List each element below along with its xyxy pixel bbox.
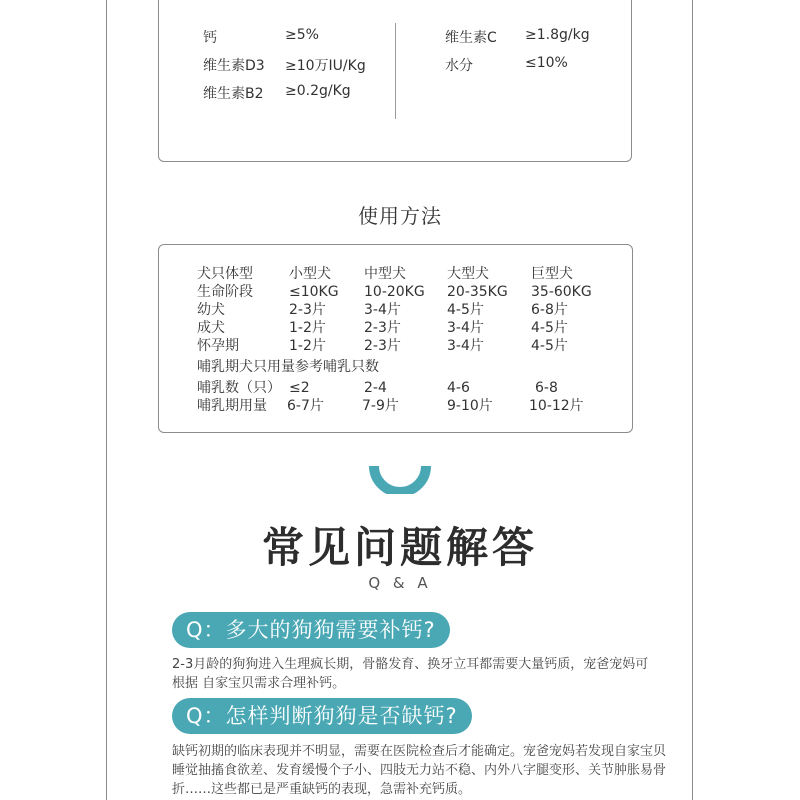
nutrient-name: 水分 [445,58,473,74]
nutrient-name: 维生素C [445,30,497,46]
decorative-arc-icon [368,438,432,494]
nutrient-value: ≥0.2g/Kg [285,83,351,99]
table-cell: 生命阶段 [197,284,253,300]
table-cell: 1-2片 [289,320,326,336]
table-cell: 20-35KG [447,284,508,300]
table-cell: 4-5片 [531,338,568,354]
answer-line: 睡觉抽搐食欲差、发育缓慢个子小、四肢无力站不稳、内外八字腿变形、关节肿胀易骨 [172,763,667,778]
faq-subtitle: Q & A [368,574,432,592]
question-pill: Q：多大的狗狗需要补钙? [172,612,450,648]
nutrient-value: ≤10% [525,55,568,71]
table-cell: 2-3片 [364,338,401,354]
question-pill: Q：怎样判断狗狗是否缺钙? [172,698,472,734]
answer-line: 根据 自家宝贝需求合理补钙。 [172,676,346,691]
usage-table [158,244,633,433]
nutrient-value: ≥5% [285,27,319,43]
table-cell: 10-12片 [529,398,584,414]
table-cell: ≤10KG [289,284,339,300]
table-cell: 2-4 [364,380,387,396]
table-cell: 6-7片 [287,398,324,414]
usage-title: 使用方法 [358,204,442,228]
answer-text [172,742,666,799]
table-header: 小型犬 [289,266,331,282]
nutrient-value: ≥1.8g/kg [525,27,590,43]
nursing-note: 哺乳期犬只用量参考哺乳只数 [197,359,379,375]
nutrient-value: ≥10万IU/Kg [285,58,366,74]
table-cell: 6-8 [535,380,558,396]
table-cell: 4-5片 [531,320,568,336]
table-header: 犬只体型 [197,266,253,282]
table-cell: 6-8片 [531,302,568,318]
table-cell: 35-60KG [531,284,592,300]
nutrition-divider [395,23,396,119]
table-cell: 幼犬 [197,302,225,318]
table-cell: 哺乳数（只） [197,380,281,396]
table-cell: 2-3片 [364,320,401,336]
table-cell: 怀孕期 [197,338,239,354]
table-cell: 3-4片 [447,338,484,354]
table-cell: ≤2 [289,380,310,396]
table-cell: 成犬 [197,320,225,336]
left-page-border [106,0,107,800]
table-cell: 3-4片 [364,302,401,318]
table-header: 大型犬 [447,266,489,282]
right-page-border [692,0,693,800]
answer-line: 2-3月龄的狗狗进入生理疯长期，骨骼发育、换牙立耳都需要大量钙质，宠爸宠妈可 [172,657,649,672]
table-cell: 7-9片 [362,398,399,414]
table-cell: 4-5片 [447,302,484,318]
table-cell: 1-2片 [289,338,326,354]
nutrient-name: 维生素B2 [203,86,264,102]
nutrient-name: 维生素D3 [203,58,265,74]
table-cell: 9-10片 [447,398,493,414]
answer-line: 缺钙初期的临床表现并不明显，需要在医院检查后才能确定。宠爸宠妈若发现自家宝贝 [172,744,667,759]
table-cell: 2-3片 [289,302,326,318]
answer-line: 折……这些都已是严重缺钙的表现，急需补充钙质。 [172,782,472,797]
table-cell: 10-20KG [364,284,425,300]
nutrient-name: 钙 [203,30,217,46]
table-cell: 哺乳期用量 [197,398,267,414]
table-header: 巨型犬 [531,266,573,282]
nutrition-box [158,0,632,162]
answer-text [172,655,648,693]
faq-title: 常见问题解答 [261,523,538,572]
table-cell: 3-4片 [447,320,484,336]
table-header: 中型犬 [364,266,406,282]
table-cell: 4-6 [447,380,470,396]
